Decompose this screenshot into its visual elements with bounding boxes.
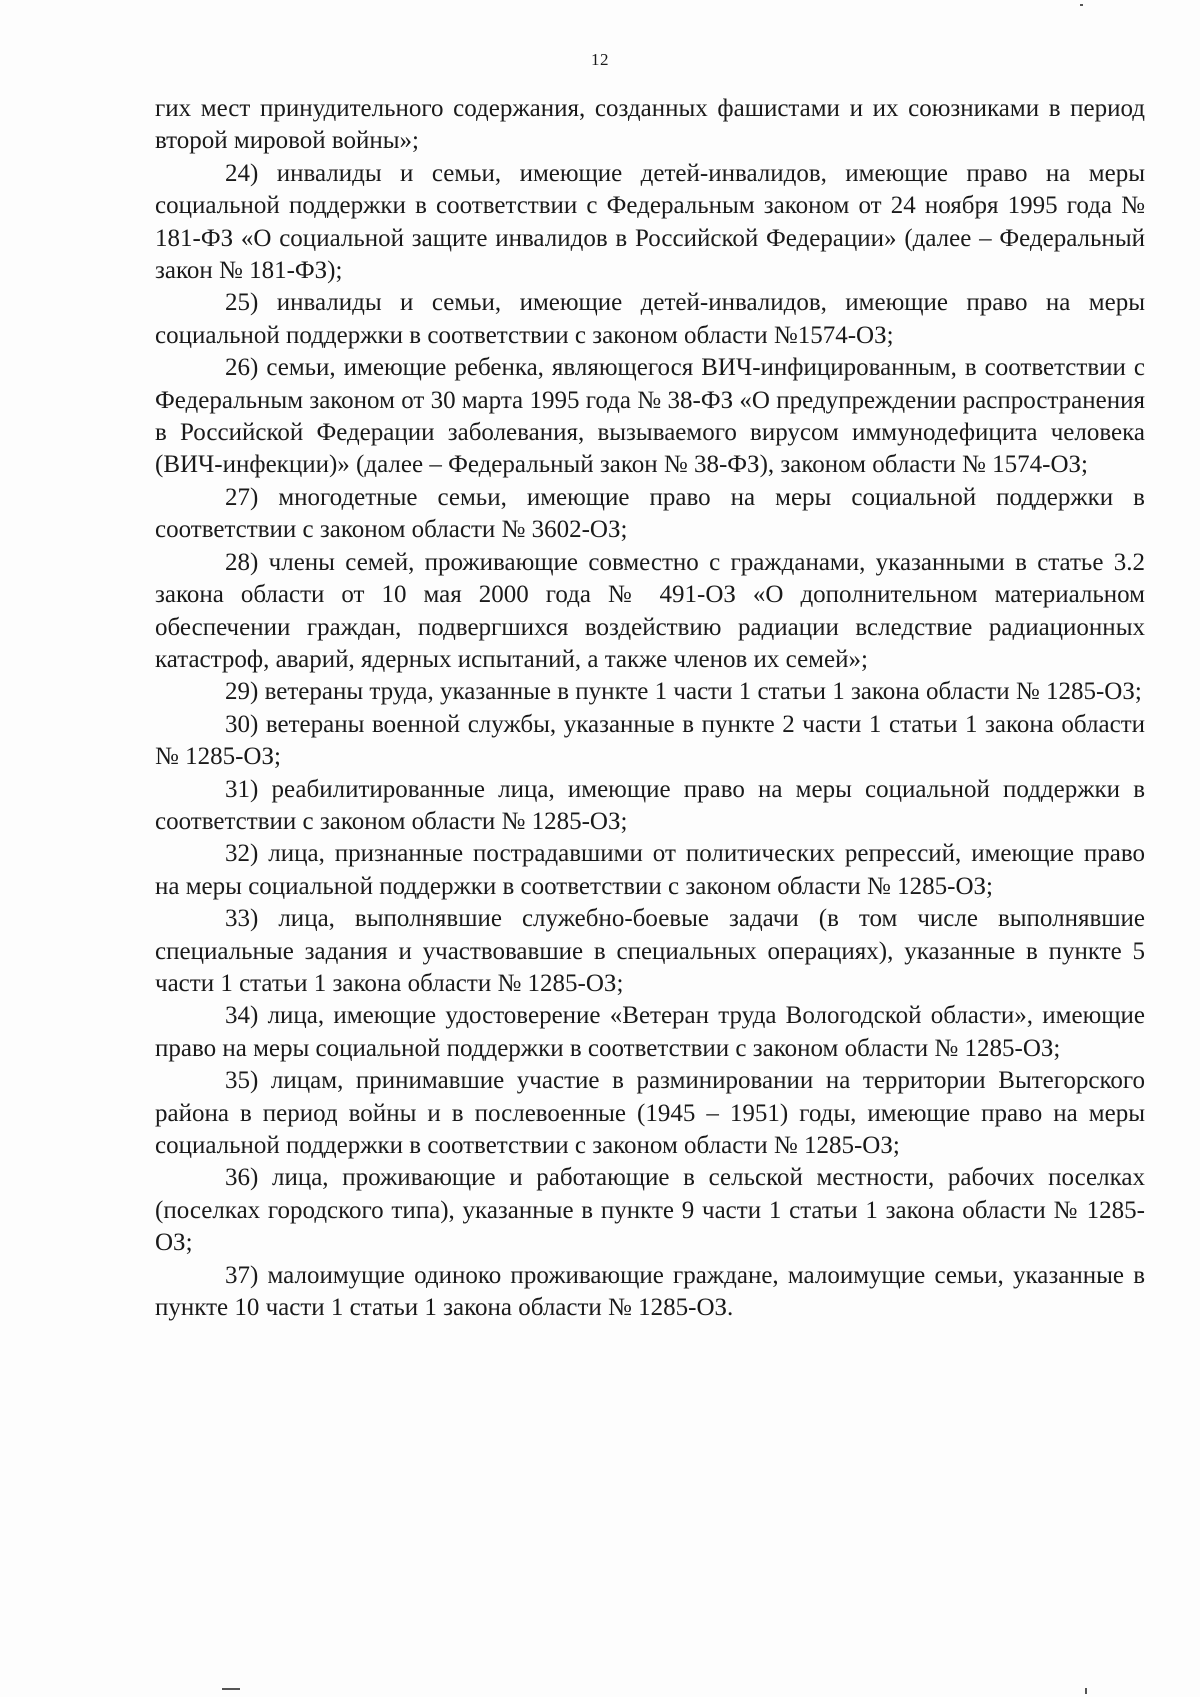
list-item-27: 27) многодетные семьи, имеющие право на меры социальной поддержки в соответствии с законом области № 3602-ОЗ; [155, 483, 1145, 544]
list-item-31: 31) реабилитированные лица, имеющие право на меры социальной поддержки в соответствии с законом области № 1285-ОЗ; [155, 775, 1145, 835]
document-body [155, 93, 1145, 1324]
list-item-33: 33) лица, выполнявшие служебно-боевые задачи (в том числе выполнявшие специальные задания и участвовавшие в специальных операциях), указанные в пункте 5 части 1 статьи 1 закона области № 1285-ОЗ; [155, 905, 1145, 997]
list-item-29: 29) ветераны труда, указанные в пункте 1 части 1 статьи 1 закона области № 1285-ОЗ; [225, 678, 1142, 706]
scan-artifact [222, 1688, 240, 1690]
list-item-32: 32) лица, признанные пострадавшими от политических репрессий, имеющие право на меры социальной поддержки в соответствии с законом области № 1285-ОЗ; [155, 840, 1145, 900]
list-item-28: 28) члены семей, проживающие совместно с гражданами, указанными в статье 3.2 закона области от 10 мая 2000 года № 491-ОЗ «О дополнительном материальном обеспечении граждан, подвергшихся воздействию радиации вследствие радиационных катастроф, аварий, ядерных испытаний, а также членов их семей»; [155, 548, 1145, 673]
list-item-24: 24) инвалиды и семьи, имеющие детей-инвалидов, имеющие право на меры социальной поддержки в соответствии с Федеральным законом от 24 ноября 1995 года № 181-ФЗ «О социальной защите инвалидов в Российской Федерации» (далее – Федеральный закон № 181-ФЗ); [155, 159, 1145, 285]
page-number: 12 [591, 50, 609, 69]
list-item-25: 25) инвалиды и семьи, имеющие детей-инвалидов, имеющие право на меры социальной поддержки в соответствии с законом области №1574-ОЗ; [155, 289, 1145, 349]
list-item-26: 26) семьи, имеющие ребенка, являющегося ВИЧ-инфицированным, в соответствии с Федеральным законом от 30 марта 1995 года № 38-ФЗ «О предупреждении распространения в Российской Федерации заболевания, вызываемого вирусом иммунодефицита человека (ВИЧ-инфекции)» (далее – Федеральный закон № 38-ФЗ), законом области № 1574-ОЗ; [155, 354, 1145, 479]
list-item-30: 30) ветераны военной службы, указанные в пункте 2 части 1 статьи 1 закона области № 1285-ОЗ; [155, 710, 1145, 771]
list-item-36: 36) лица, проживающие и работающие в сельской местности, рабочих поселках (поселках городского типа), указанные в пункте 9 части 1 статьи 1 закона области № 1285-ОЗ; [155, 1164, 1145, 1257]
scan-artifact [1080, 4, 1083, 6]
list-item-37: 37) малоимущие одиноко проживающие граждане, малоимущие семьи, указанные в пункте 10 части 1 статьи 1 закона области № 1285-ОЗ. [155, 1261, 1145, 1322]
list-item-35: 35) лицам, принимавшие участие в разминировании на территории Вытегорского района в период войны и в послевоенные (1945 – 1951) годы, имеющие право на меры социальной поддержки в соответствии с законом области № 1285-ОЗ; [155, 1067, 1145, 1159]
scan-artifact [1085, 1688, 1087, 1694]
continuation-paragraph: гих мест принудительного содержания, созданных фашистами и их союзниками в период второй мировой войны»; [155, 95, 1145, 155]
list-item-34: 34) лица, имеющие удостоверение «Ветеран труда Вологодской области», имеющие право на меры социальной поддержки в соответствии с законом области № 1285-ОЗ; [155, 1002, 1145, 1062]
